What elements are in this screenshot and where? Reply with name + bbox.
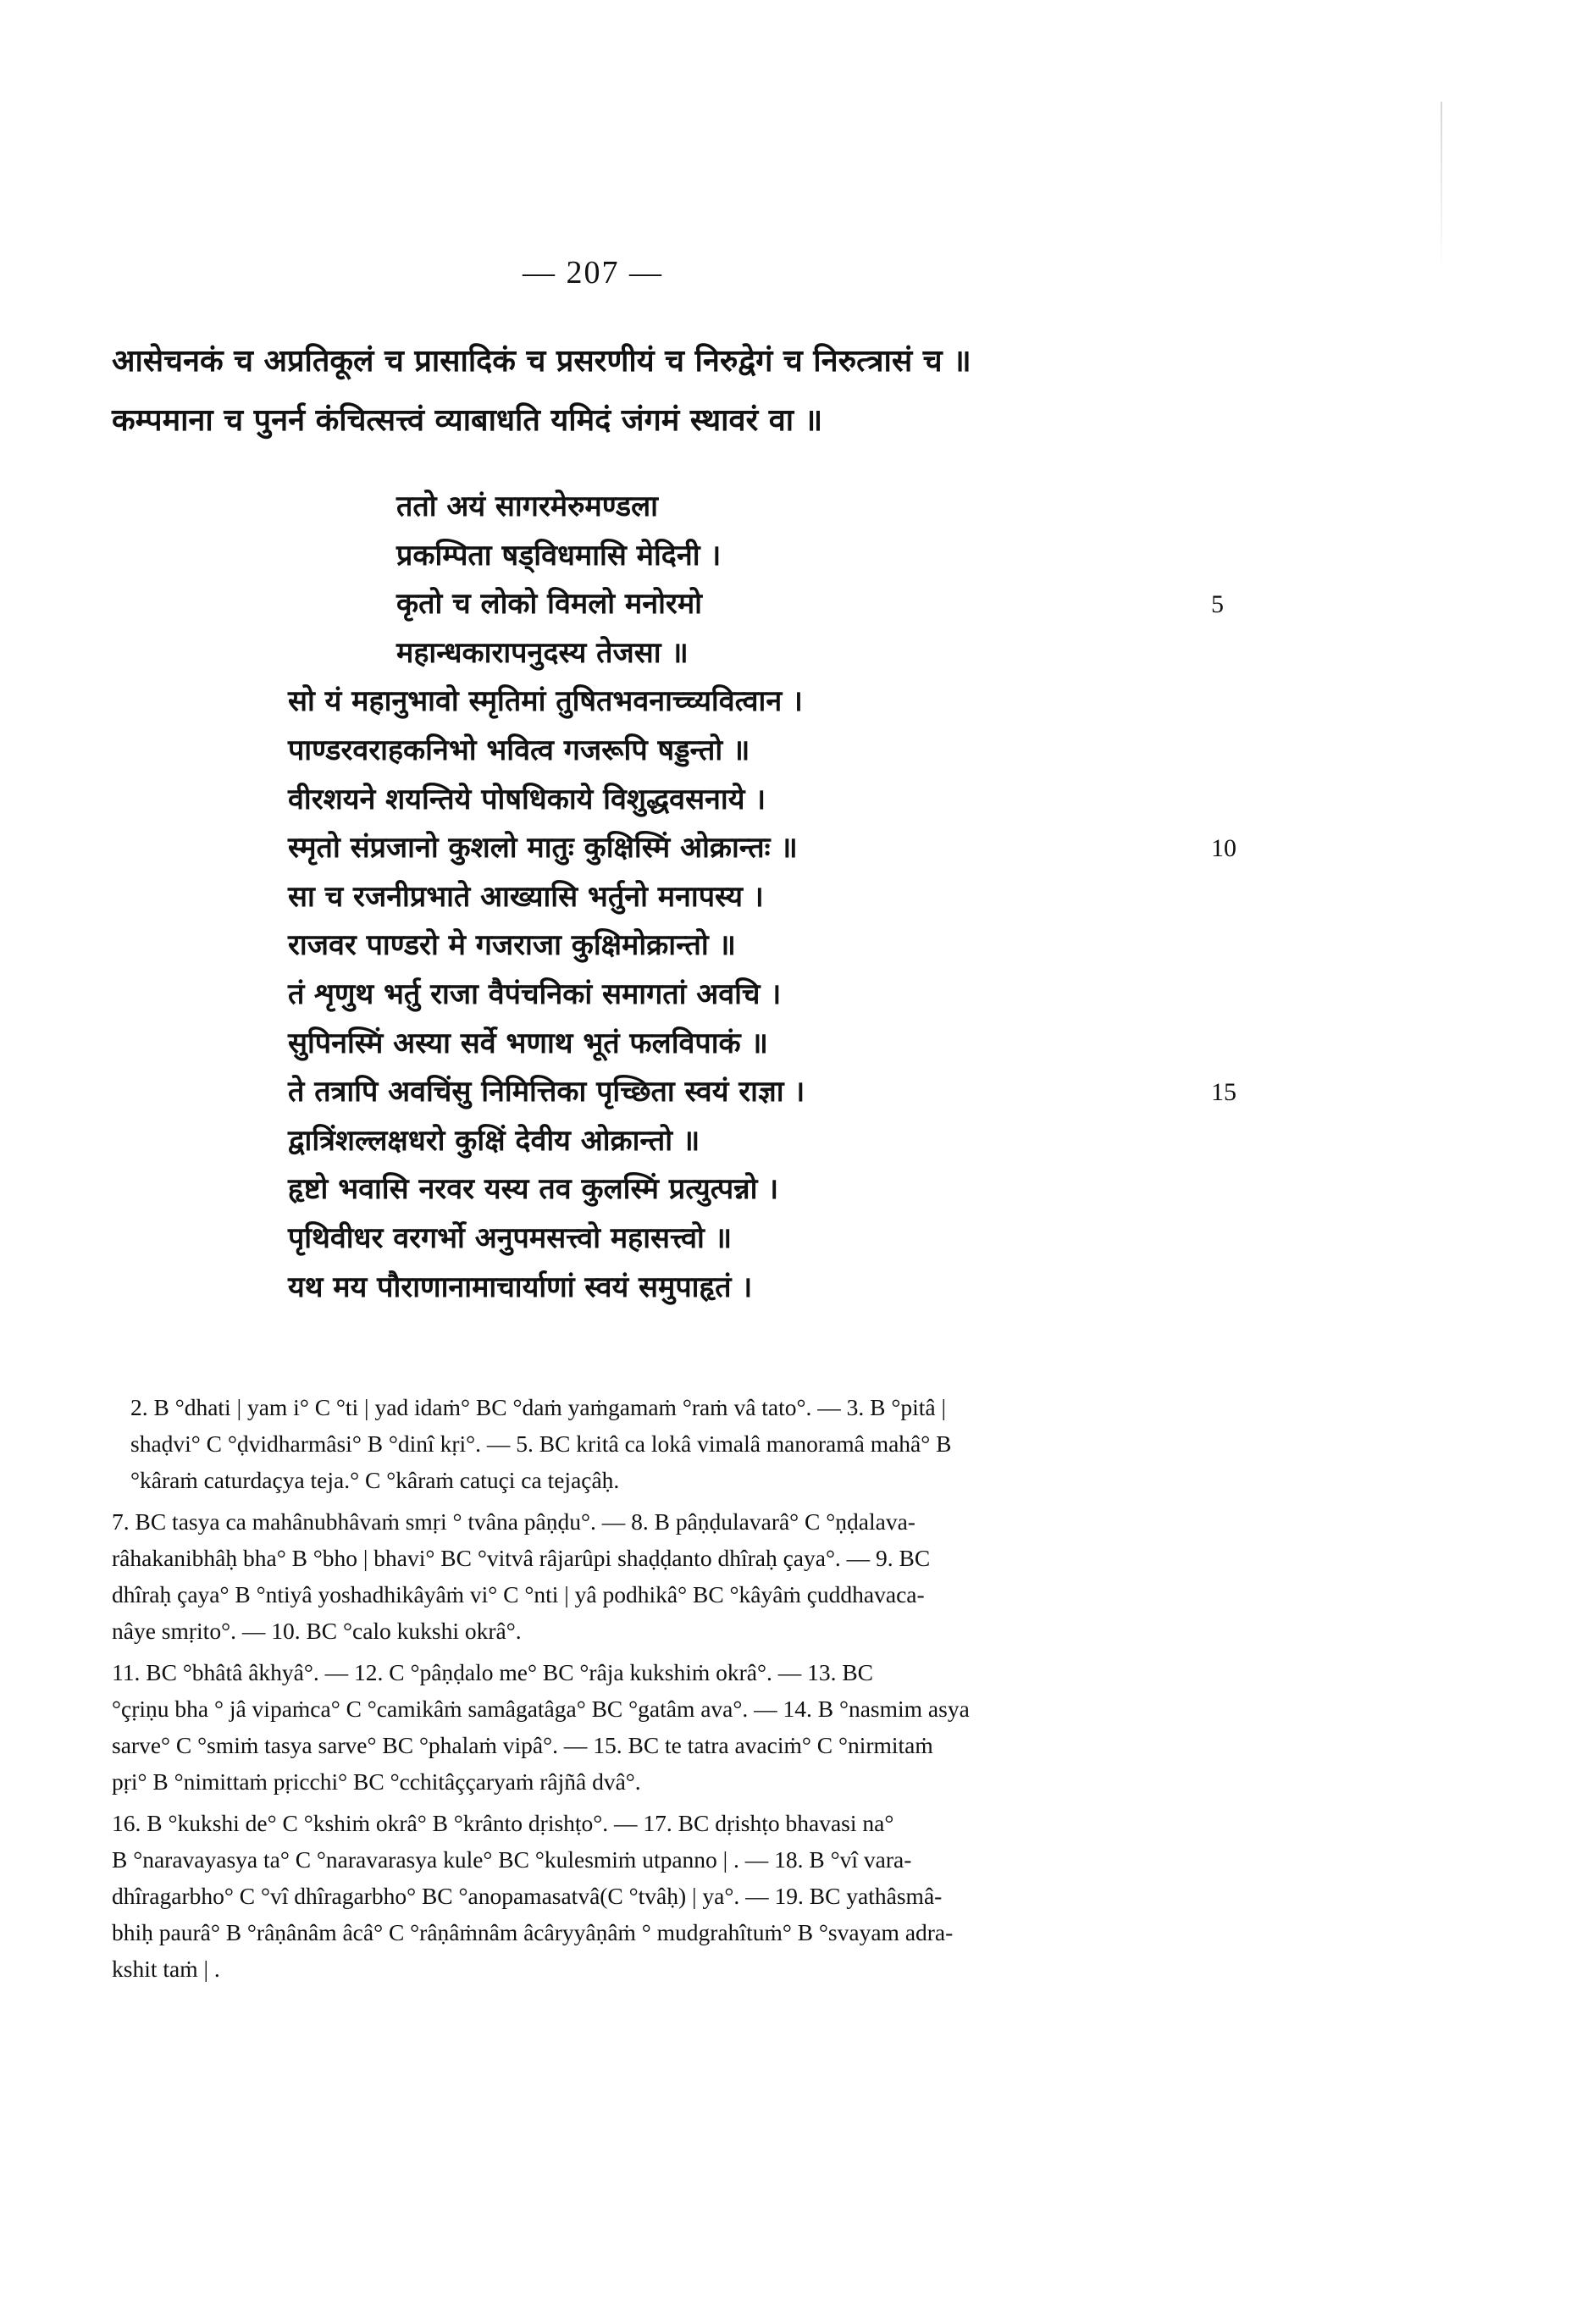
verse-text: सा च रजनीप्रभाते आख्यासि भर्तुनो मनापस्य ।: [288, 879, 764, 914]
verse-line: [0, 1215, 1571, 1264]
note-line: dhîraḥ çaya° B °ntiyâ yoshadhikâyâṁ vi° C °nti | yâ podhikâ° BC °kâyâṁ çuddhavaca-: [112, 1581, 925, 1607]
note-line: sarve° C °smiṁ tasya sarve° BC °phalaṁ vipâ°. — 15. BC te tatra avaciṁ° C °nirmitaṁ: [112, 1732, 933, 1758]
prose-line: आसेचनकं च अप्रतिकूलं च प्रासादिकं च प्रसरणीयं च निरुद्वेगं च निरुत्त्रासं च ॥: [112, 344, 971, 379]
verse-text: पाण्डरवराहकनिभो भवित्व गजरूपि षड्डन्तो ॥: [288, 733, 750, 767]
verse-line: [0, 1068, 1571, 1117]
verse-line: [0, 921, 1571, 971]
note-line: °kâraṁ caturdaçya teja.° C °kâraṁ catuçi ca tejaçâḥ.: [130, 1467, 620, 1493]
note-line: 16. B °kukshi de° C °kshiṁ okrâ° B °krânto dṛishṭo°. — 17. BC dṛishṭo bhavasi na°: [112, 1810, 894, 1836]
verse-text: पृथिवीधर वरगर्भो अनुपमसत्त्वो महासत्त्वो ॥: [288, 1220, 733, 1255]
verse-line: [0, 1117, 1571, 1166]
page-number: — 207 —: [523, 255, 663, 290]
note-line: shaḍvi° C °ḍvidharmâsi° B °dinî kṛi°. — 5. BC kritâ ca lokâ vimalâ manoramâ mahâ° B: [130, 1430, 952, 1457]
note-line: kshit taṁ | .: [112, 1956, 220, 1982]
note-line: râhakanibhâḥ bha° B °bho | bhavi° BC °vitvâ râjarûpi shaḍḍanto dhîraḥ çaya°. — 9. BC: [112, 1545, 931, 1571]
note-paragraph: [112, 1805, 1196, 1987]
prose-block: [112, 332, 1264, 451]
verse-line: [0, 580, 1571, 629]
note-paragraph: [112, 1654, 1196, 1800]
line-number: 5: [1211, 590, 1224, 619]
verse-line: [0, 824, 1571, 873]
note-line: dhîragarbho° C °vî dhîragarbho° BC °anopamasatvâ(C °tvâḥ) | ya°. — 19. BC yathâsmâ-: [112, 1883, 943, 1909]
verse-line: [0, 727, 1571, 776]
verse-text: ते तत्रापि अवचिंसु निमित्तिका पृच्छिता स्वयं राज्ञा ।: [288, 1075, 805, 1109]
verse-text: हृष्टो भवासि नरवर यस्य तव कुलस्मिं प्रत्युत्पन्नो ।: [288, 1172, 779, 1207]
note-line: °çṛiṇu bha ° jâ vipaṁca° C °camikâṁ samâgatâga° BC °gatâm ava°. — 14. B °nasmim asya: [112, 1696, 970, 1722]
verse-text: सो यं महानुभावो स्मृतिमां तुषितभवनाच्च्यवित्वान ।: [288, 684, 803, 719]
verse-text: कृतो च लोको विमलो मनोरमो: [396, 587, 702, 622]
critical-notes: [112, 1389, 1196, 1992]
verse-text: प्रकम्पिता षड्विधमासि मेदिनी ।: [396, 538, 722, 573]
verse-line: [0, 1020, 1571, 1069]
line-number: 15: [1211, 1078, 1236, 1107]
verse-text: स्मृतो संप्रजानो कुशलो मातुः कुक्षिस्मिं ओक्रान्तः ॥: [288, 831, 798, 866]
note-line: 7. BC tasya ca mahânubhâvaṁ smṛi ° tvâna pâṇḍu°. — 8. B pâṇḍulavarâ° C °ṇḍalava-: [112, 1508, 915, 1535]
note-line: 11. BC °bhâtâ âkhyâ°. — 12. C °pâṇḍalo me° BC °râja kukshiṁ okrâ°. — 13. BC: [112, 1659, 874, 1685]
verse-text: यथ मय पौराणानामाचार्याणां स्वयं समुपाहृतं ।: [288, 1270, 753, 1304]
verse-text: ततो अयं सागरमेरुमण्डला: [396, 490, 658, 523]
verse-line: [0, 1165, 1571, 1215]
note-line: nâye smṛito°. — 10. BC °calo kukshi okrâ°.: [112, 1618, 522, 1644]
verse-text: वीरशयने शयन्तिये पोषधिकाये विशुद्धवसनाये ।: [288, 782, 766, 816]
verse-line: [0, 532, 1571, 581]
verse-text: महान्धकारापनुदस्य तेजसा ॥: [396, 635, 689, 670]
note-line: pṛi° B °nimittaṁ pṛicchi° BC °cchitâççaryaṁ râjñâ dvâ°.: [112, 1768, 641, 1795]
verse-line: [0, 629, 1571, 678]
note-line: bhiḥ paurâ° B °râṇânâm âcâ° C °râṇâṁnâm âcâryyâṇâṁ ° mudgrahîtuṁ° B °svayam adra-: [112, 1919, 954, 1945]
verse-text: सुपिनस्मिं अस्या सर्वे भणाथ भूतं फलविपाकं ॥: [288, 1026, 768, 1060]
note-paragraph: [112, 1503, 1196, 1649]
verse-line: [0, 776, 1571, 825]
scan-edge-mark: [1441, 102, 1442, 271]
verse-text: द्वात्रिंशल्लक्षधरो कुक्षिं देवीय ओक्रान्तो ॥: [288, 1123, 700, 1158]
verse-line: [0, 873, 1571, 922]
verse-line: [0, 971, 1571, 1020]
prose-line: कम्पमाना च पुनर्न कंचित्सत्त्वं व्याबाधति यमिदं जंगमं स्थावरं वा ॥: [112, 403, 823, 438]
verse-line: [0, 483, 1571, 532]
verse-text: राजवर पाण्डरो मे गजराजा कुक्षिमोक्रान्तो ॥: [288, 928, 736, 963]
line-number: 10: [1211, 834, 1236, 863]
note-line: 2. B °dhati | yam i° C °ti | yad idaṁ° BC °daṁ yaṁgamaṁ °raṁ vâ tato°. — 3. B °pitâ |: [130, 1394, 946, 1420]
note-line: B °naravayasya ta° C °naravarasya kule° BC °kulesmiṁ utpanno | . — 18. B °vî vara-: [112, 1846, 912, 1873]
verse-line: [0, 678, 1571, 727]
verse-text: तं शृणुथ भर्तु राजा वैपंचनिकां समागतां अवचि ।: [288, 977, 782, 1011]
note-paragraph: [112, 1389, 1196, 1498]
verse-line: [0, 1264, 1571, 1313]
verse-block: [0, 483, 1571, 1312]
